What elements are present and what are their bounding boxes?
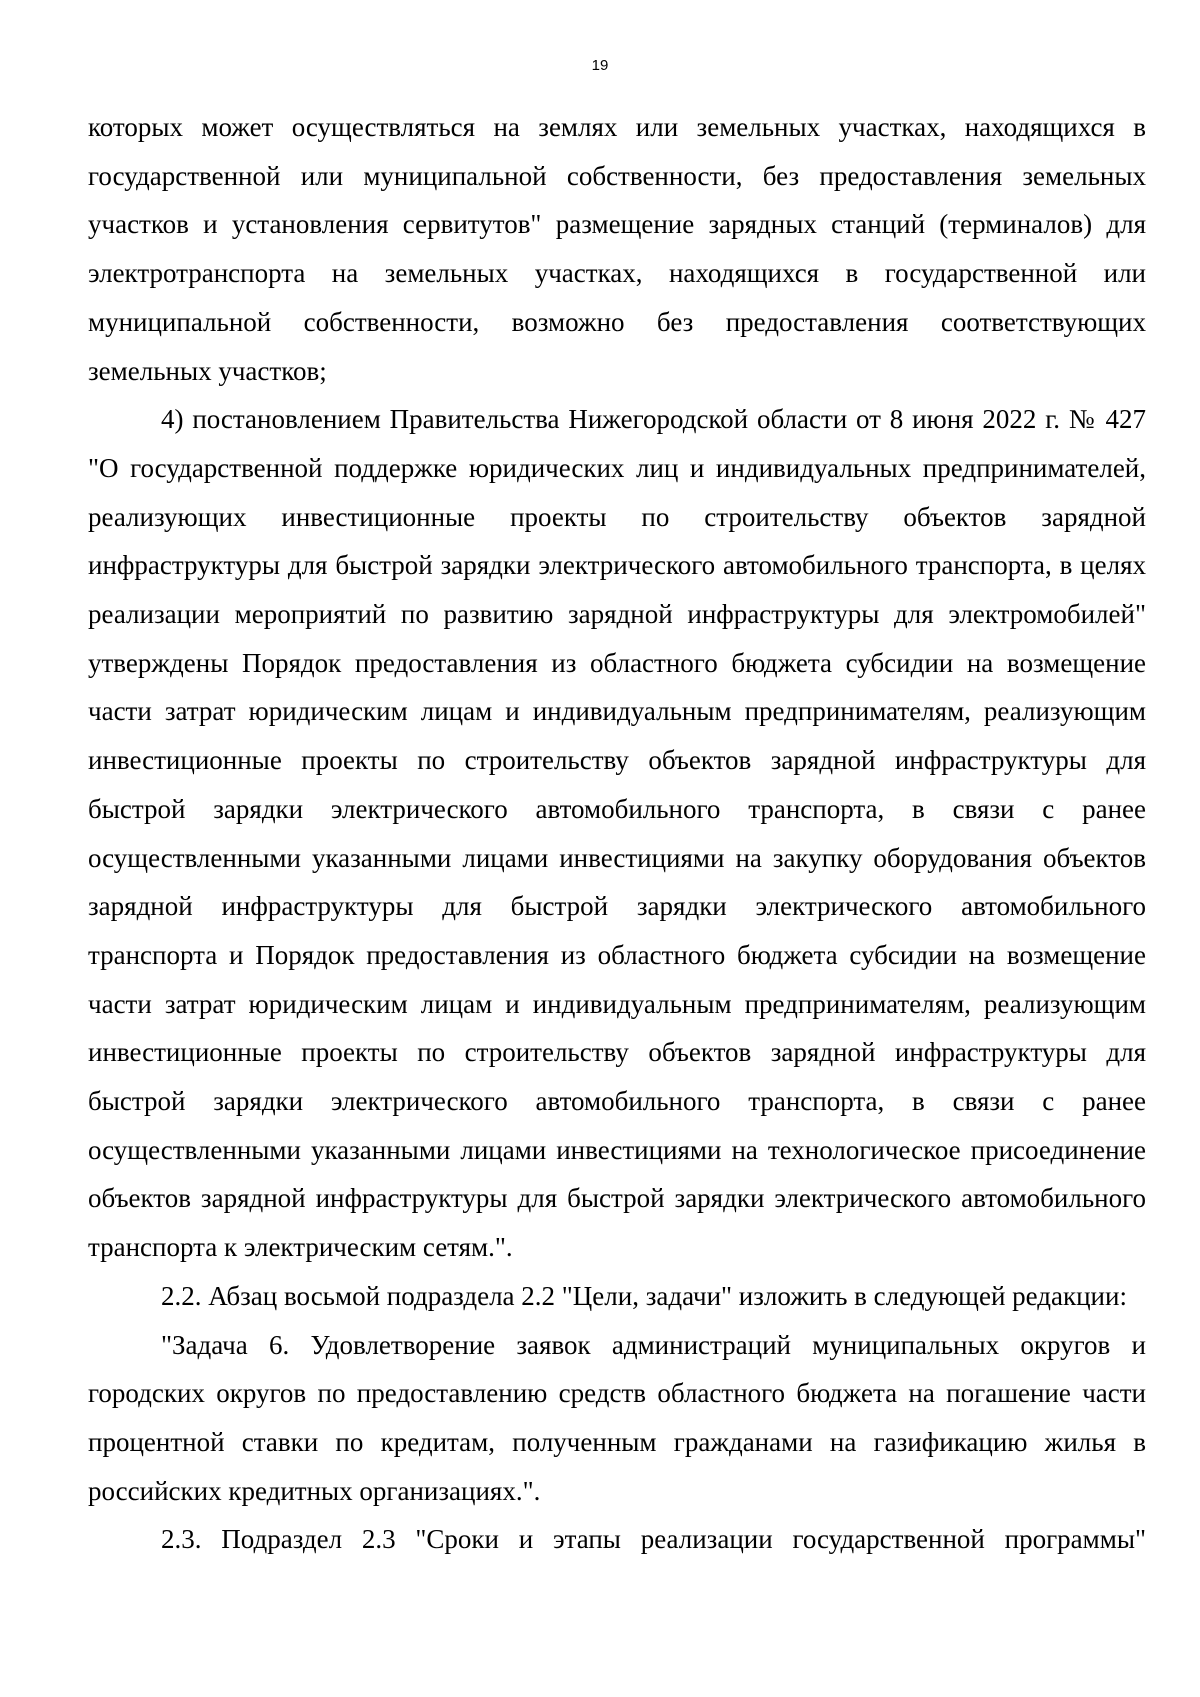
paragraph-continuation: которых может осуществляться на землях или земельных участках, находящихся в государственной или муниципальной собственности, без предоставления земельных участков и установления сервитутов" размещение зарядных станций (терминалов) для электротранспорта на земельных участках, находящихся в государственной или муниципальной собственности, возможно без предоставления соответствующих земельных участков; xyxy=(88,112,1146,386)
paragraph-section-2-3: 2.3. Подраздел 2.3 "Сроки и этапы реализации государственной программы" xyxy=(161,1524,1146,1555)
page-number: 19 xyxy=(591,57,609,74)
paragraph-section-2-2: 2.2. Абзац восьмой подраздела 2.2 "Цели, задачи" изложить в следующей редакции: xyxy=(161,1280,1127,1311)
paragraph-item-4: 4) постановлением Правительства Нижегородской области от 8 июня 2022 г. № 427 "О государственной поддержке юридических лиц и индивидуальных предпринимателей, реализующих инвестиционные проекты по строительству объектов зарядной инфраструктуры для быстрой зарядки электрического автомобильного транспорта, в целях реализации мероприятий по развитию зарядной инфраструктуры для электромобилей" утверждены Порядок предоставления из областного бюджета субсидии на возмещение части затрат юридическим лицам и индивидуальным предпринимателям, реализующим инвестиционные проекты по строительству объектов зарядной инфраструктуры для быстрой зарядки электрического автомобильного транспорта, в связи с ранее осуществленными указанными лицами инвестициями на закупку оборудования объектов зарядной инфраструктуры для быстрой зарядки электрического автомобильного транспорта и Порядок предоставления из областного бюджета субсидии на возмещение части затрат юридическим лицам и индивидуальным предпринимателям, реализующим инвестиционные проекты по строительству объектов зарядной инфраструктуры для быстрой зарядки электрического автомобильного транспорта, в связи с ранее осуществленными указанными лицами инвестициями на технологическое присоединение объектов зарядной инфраструктуры для быстрой зарядки электрического автомобильного транспорта к электрическим сетям.". xyxy=(88,404,1146,1263)
paragraph-task-6: "Задача 6. Удовлетворение заявок администраций муниципальных округов и городских округов по предоставлению средств областного бюджета на погашение части процентной ставки по кредитам, полученным гражданами на газификацию жилья в российских кредитных организациях.". xyxy=(88,1329,1146,1506)
document-body xyxy=(88,103,1146,1564)
